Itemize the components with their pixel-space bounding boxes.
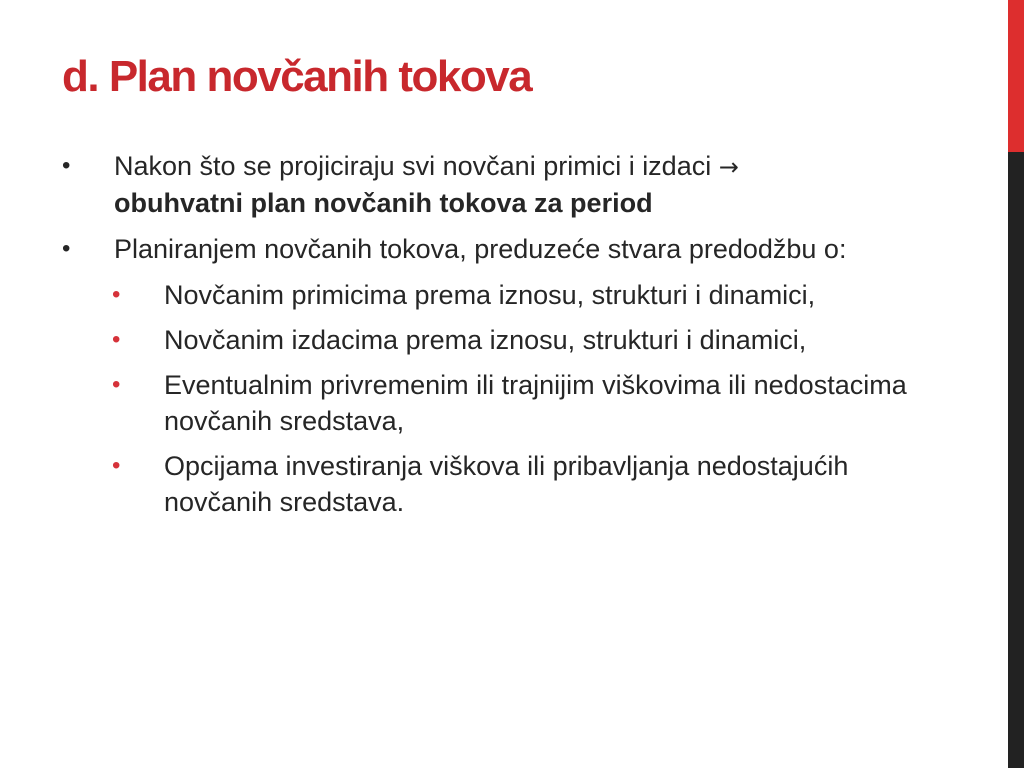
right-arrow-icon: → [718,153,739,181]
sub-bullet-marker: • [112,452,121,479]
bullet-text: Nakon što se projiciraju svi novčani primici i izdaci [114,151,712,181]
sub-bullet-text: Opcijama investiranja viškova ili pribavljanja nedostajućih novčanih sredstava. [164,451,849,517]
sub-bullet-text: Eventualnim privremenim ili trajnijim viškovima ili nedostacima novčanih sredstava, [164,370,907,436]
bullet-bold-text: obuhvatni plan novčanih tokova za period [114,188,653,218]
bullet-item-2 [62,231,962,267]
sub-bullet-marker: • [112,281,121,308]
side-accent-bar-dark [1008,152,1024,768]
sub-bullet-marker: • [112,371,121,398]
sub-bullet-item-1 [62,277,962,313]
sub-bullet-item-3 [62,367,962,439]
sub-bullet-marker: • [112,326,121,353]
bullet-marker: • [62,235,71,262]
slide-content [62,148,962,529]
sub-bullet-text: Novčanim izdacima prema iznosu, strukturi i dinamici, [164,325,807,355]
sub-bullet-item-4 [62,448,962,520]
bullet-marker: • [62,152,71,179]
bullet-text: Planiranjem novčanih tokova, preduzeće stvara predodžbu o: [114,234,847,264]
bullet-item-1 [62,148,962,221]
sub-bullet-item-2 [62,322,962,358]
sub-bullet-text: Novčanim primicima prema iznosu, strukturi i dinamici, [164,280,816,310]
slide-title: d. Plan novčanih tokova [62,52,532,101]
side-accent-bar-red [1008,0,1024,152]
